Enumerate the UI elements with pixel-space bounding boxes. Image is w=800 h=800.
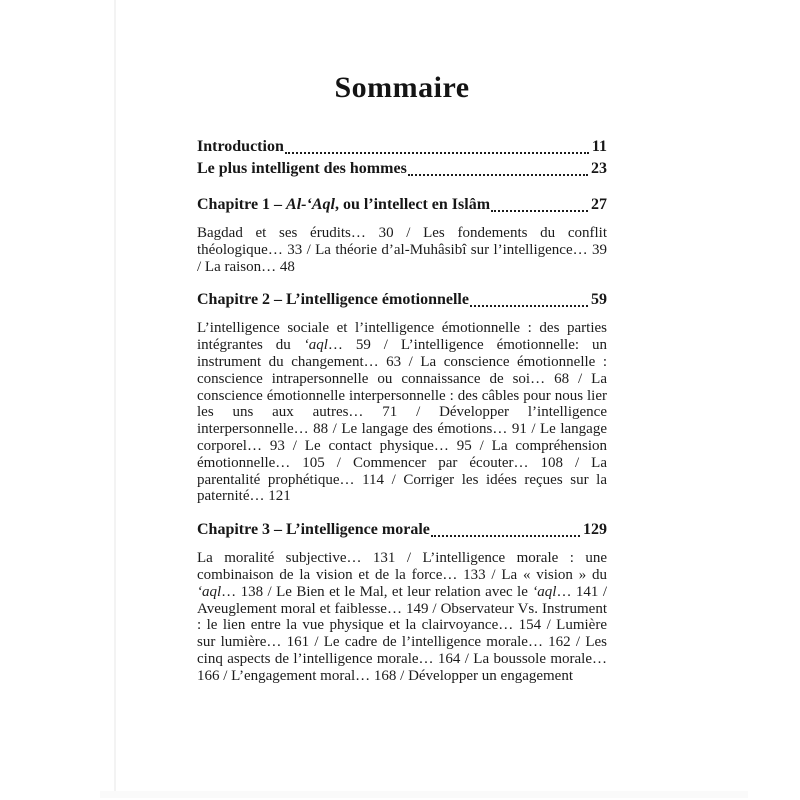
page-content <box>197 0 607 685</box>
chapter-section-3 <box>197 519 607 684</box>
toc-entry <box>197 158 607 180</box>
chapter-section-1 <box>197 194 607 275</box>
chapter-summary: Bagdad et ses érudits… 30 / Les fondements du conflit théologique… 33 / La théorie d’al-Muhâsibî sur l’intelligence… 39 / La raison… 48 <box>197 225 607 275</box>
chapter-section-2 <box>197 289 607 505</box>
page-title: Sommaire <box>334 71 470 104</box>
chapter-title: Chapitre 1 – Al-‘Aql, ou l’intellect en Islâm <box>197 196 491 213</box>
chapter-title: Chapitre 2 – L’intelligence émotionnelle <box>197 291 469 309</box>
toc-front-matter <box>197 136 607 180</box>
chapter-summary: La moralité subjective… 131 / L’intelligence morale : une combinaison de la vision et de la force… 133 / La « vision » du ‘aql… 138 / Le Bien et le Mal, et leur relation avec le ‘aql… 141 / Aveuglement moral et faiblesse… 149 / Observateur Vs. Instrument : le lien entre la vue physique et la clairvoyance… 154 / Lumière sur lumière… 161 / Le cadre de l’intelligence morale… 162 / Les cinq aspects de l’intelligence morale… 164 / La boussole morale… 166 / L’engagement moral… 168 / Développer un engagement <box>197 550 607 684</box>
toc-entry-label: Introduction <box>197 138 284 155</box>
chapter-heading <box>197 194 607 216</box>
dotted-leader <box>285 152 589 154</box>
chapter-page-number: 59 <box>591 291 607 309</box>
chapter-heading <box>197 289 607 311</box>
chapter-summary: L’intelligence sociale et l’intelligence émotionnelle : des parties intégrantes du ‘aql… 59 / L’intelligence émotionnelle: un instrument du changement… 63 / La conscience émotionnelle : conscience intrapersonnelle ou connaissance de soi… 68 / La conscience émotionnelle interpersonnelle : des câbles pour nous lier les uns aux autres… 71 / Développer l’intelligence interpersonnelle… 88 / Le langage des émotions… 91 / Le langage corporel… 93 / Le contact physique… 95 / La compréhension émotionnelle… 105 / Commencer par écouter… 108 / La parentalité prophétique… 114 / Corriger les idées reçues sur la paternité… 121 <box>197 320 607 505</box>
toc-page-number: 23 <box>591 160 607 177</box>
dotted-leader <box>408 174 588 176</box>
chapter-heading <box>197 519 607 541</box>
toc-entry <box>197 136 607 158</box>
chapter-page-number: 27 <box>591 196 607 213</box>
dotted-leader <box>431 535 580 537</box>
page-edge-bottom <box>100 791 748 798</box>
dotted-leader <box>491 210 588 212</box>
page-edge-left <box>114 0 116 797</box>
chapter-page-number: 129 <box>583 521 607 539</box>
toc-page-number: 11 <box>591 138 607 155</box>
chapter-title: Chapitre 3 – L’intelligence morale <box>197 521 430 539</box>
toc-entry-label: Le plus intelligent des hommes <box>197 160 407 177</box>
dotted-leader <box>470 305 588 307</box>
